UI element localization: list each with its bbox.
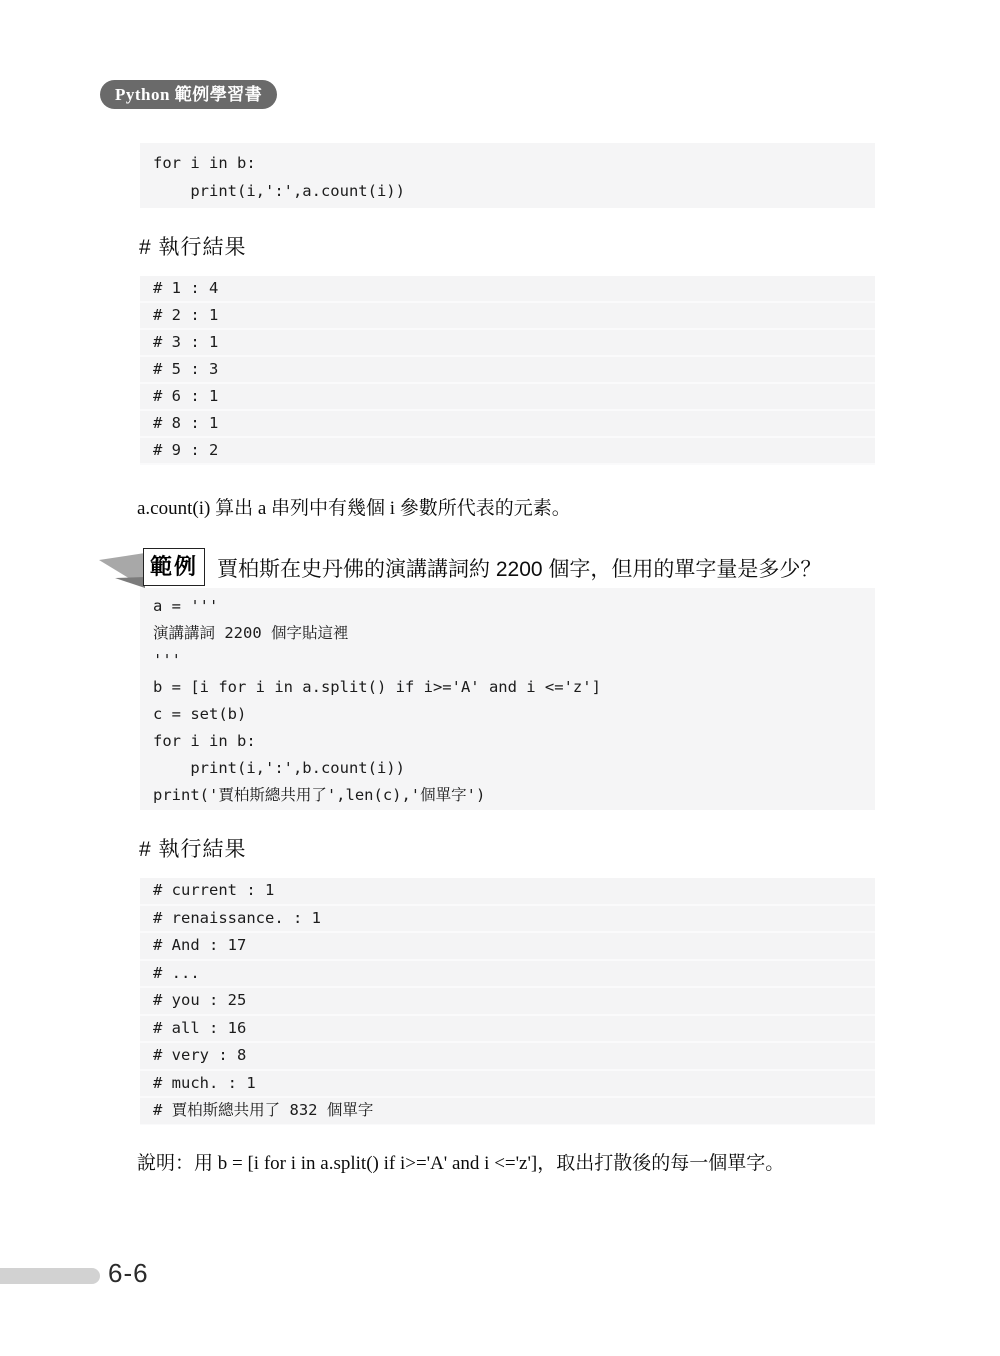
code-line: a = ''' [153, 597, 219, 615]
note-text: 說明：用 b = [i for i in a.split() if i>='A' and i <='z']，取出打散後的每一個單字。 [137, 1153, 785, 1174]
output-line: # very : 8 [140, 1043, 875, 1069]
header-badge: Python 範例學習書 [100, 80, 277, 109]
code-line: for i in b: [153, 732, 256, 750]
footer-bar [0, 1268, 100, 1284]
explanation-text: a.count(i) 算出 a 串列中有幾個 i 參數所代表的元素。 [137, 498, 571, 519]
output-line: # 1 : 4 [140, 276, 875, 301]
output-line: # much. : 1 [140, 1071, 875, 1097]
result-heading-1: # 執行結果 [139, 236, 247, 259]
output-block-2 [140, 878, 875, 1125]
output-line: # 3 : 1 [140, 330, 875, 355]
result-heading-2: # 執行結果 [139, 838, 247, 861]
page-number: 6-6 [108, 1258, 149, 1288]
output-line: # you : 25 [140, 988, 875, 1014]
output-line: # all : 16 [140, 1016, 875, 1042]
code-line: b = [i for i in a.split() if i>='A' and i <='z'] [153, 678, 601, 696]
output-line: # ... [140, 961, 875, 987]
output-line: # 8 : 1 [140, 411, 875, 436]
output-line: # 6 : 1 [140, 384, 875, 409]
code-line: print('賈柏斯總共用了',len(c),'個單字') [153, 786, 486, 804]
example-title: 賈柏斯在史丹佛的演講講詞約 2200 個字，但用的單字量是多少？ [217, 558, 822, 581]
output-line: # 9 : 2 [140, 438, 875, 463]
output-line: # 賈柏斯總共用了 832 個單字 [140, 1098, 875, 1124]
code-block-2 [140, 588, 875, 810]
code-line: 演講講詞 2200 個字貼這裡 [153, 624, 349, 642]
output-line: # 2 : 1 [140, 303, 875, 328]
code-block-1 [140, 143, 875, 208]
code-line: c = set(b) [153, 705, 247, 723]
example-label: 範例 [143, 548, 205, 586]
output-line: # renaissance. : 1 [140, 906, 875, 932]
output-line: # 5 : 3 [140, 357, 875, 382]
output-line: # current : 1 [140, 878, 875, 904]
code-line: for i in b: [153, 154, 256, 172]
code-line: print(i,':',b.count(i)) [153, 759, 405, 777]
output-line: # And : 17 [140, 933, 875, 959]
code-line: print(i,':',a.count(i)) [153, 182, 405, 200]
output-block-1 [140, 276, 875, 465]
example-arrow-icon [99, 552, 145, 590]
code-line: ''' [153, 651, 181, 669]
